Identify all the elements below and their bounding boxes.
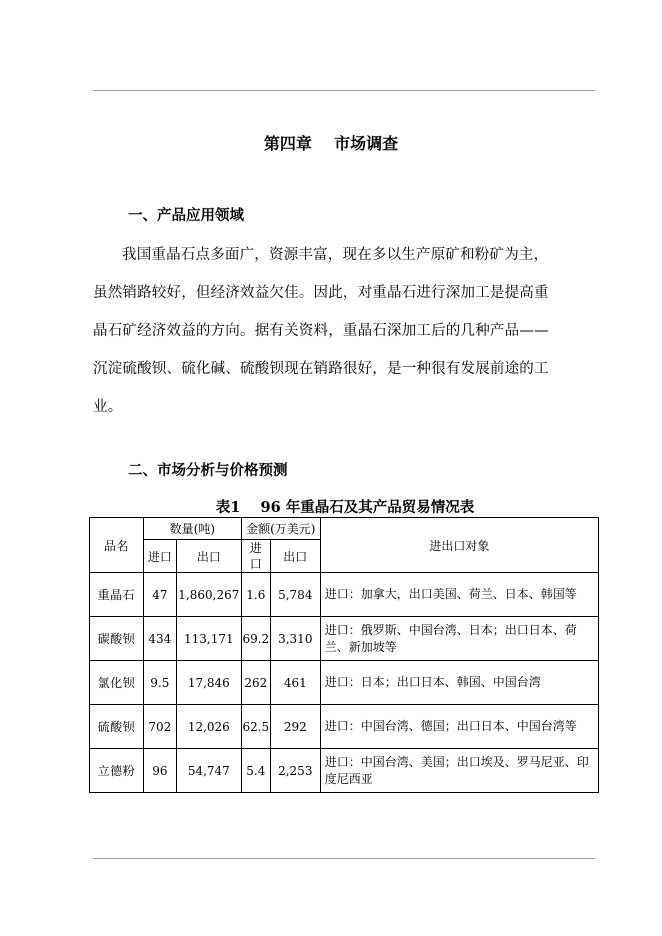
cell-partners: 进口：中国台湾、德国；出口日本、中国台湾等 bbox=[320, 705, 598, 749]
cell-amt-import: 262 bbox=[241, 661, 270, 705]
chapter-title: 第四章 市场调查 bbox=[263, 134, 399, 153]
cell-partners: 进口：日本；出口日本、韩国、中国台湾 bbox=[320, 661, 598, 705]
paragraph-line: 我国重晶石点多面广，资源丰富，现在多以生产原矿和粉矿为主， bbox=[122, 247, 549, 263]
cell-partners: 进口：俄罗斯、中国台湾、日本；出口日本、荷兰、新加坡等 bbox=[320, 617, 598, 661]
table-row bbox=[90, 705, 599, 749]
cell-name: 重晶石 bbox=[90, 573, 144, 617]
cell-amt-export: 3,310 bbox=[270, 617, 320, 661]
section-paragraph bbox=[93, 236, 583, 426]
header-qty-import: 进口 bbox=[143, 540, 176, 573]
cell-amt-import: 62.5 bbox=[241, 705, 270, 749]
cell-amt-import: 5.4 bbox=[241, 749, 270, 793]
header-amt-import: 进 口 bbox=[241, 540, 270, 573]
paragraph-line: 沉淀硫酸钡、硫化碱、硫酸钡现在销路很好，是一种很有发展前途的工 bbox=[93, 361, 549, 377]
cell-name: 立德粉 bbox=[90, 749, 144, 793]
cell-name: 硫酸钡 bbox=[90, 705, 144, 749]
table-row bbox=[90, 573, 599, 617]
trade-table bbox=[89, 517, 599, 793]
cell-qty-import: 702 bbox=[143, 705, 176, 749]
cell-partners: 进口：中国台湾、美国；出口埃及、罗马尼亚、印度尼西亚 bbox=[320, 749, 598, 793]
cell-amt-export: 5,784 bbox=[270, 573, 320, 617]
cell-name: 碳酸钡 bbox=[90, 617, 144, 661]
paragraph-line: 晶石矿经济效益的方向。据有关资料，重晶石深加工后的几种产品—— bbox=[93, 323, 549, 339]
header-amount: 金额(万美元) bbox=[241, 518, 320, 540]
paragraph-line: 虽然销路较好，但经济效益欠佳。因此，对重晶石进行深加工是提高重 bbox=[93, 285, 549, 301]
header-partners: 进出口对象 bbox=[320, 518, 598, 573]
cell-name: 氯化钡 bbox=[90, 661, 144, 705]
cell-qty-export: 12,026 bbox=[176, 705, 241, 749]
table-row bbox=[90, 617, 599, 661]
footer-rule bbox=[93, 858, 595, 859]
cell-qty-import: 9.5 bbox=[143, 661, 176, 705]
cell-qty-import: 47 bbox=[143, 573, 176, 617]
cell-qty-import: 434 bbox=[143, 617, 176, 661]
cell-qty-export: 1,860,267 bbox=[176, 573, 241, 617]
header-amt-export: 出口 bbox=[270, 540, 320, 573]
cell-partners: 进口：加拿大，出口美国、荷兰、日本、韩国等 bbox=[320, 573, 598, 617]
cell-amt-import: 1.6 bbox=[241, 573, 270, 617]
table-header-row bbox=[90, 518, 599, 540]
cell-amt-import: 69.2 bbox=[241, 617, 270, 661]
cell-amt-export: 292 bbox=[270, 705, 320, 749]
table-row bbox=[90, 661, 599, 705]
table-row bbox=[90, 749, 599, 793]
cell-amt-export: 461 bbox=[270, 661, 320, 705]
cell-qty-export: 54,747 bbox=[176, 749, 241, 793]
header-rule bbox=[93, 90, 595, 91]
header-qty-export: 出口 bbox=[176, 540, 241, 573]
cell-qty-export: 17,846 bbox=[176, 661, 241, 705]
header-name: 品名 bbox=[90, 518, 144, 573]
cell-qty-import: 96 bbox=[143, 749, 176, 793]
cell-qty-export: 113,171 bbox=[176, 617, 241, 661]
section-heading-market-analysis: 二、市场分析与价格预测 bbox=[128, 462, 288, 479]
header-quantity: 数量(吨) bbox=[143, 518, 241, 540]
section-heading-product-applications: 一、产品应用领域 bbox=[128, 207, 244, 224]
table-caption: 表1 96 年重晶石及其产品贸易情况表 bbox=[215, 499, 475, 516]
paragraph-line: 业。 bbox=[93, 399, 123, 415]
cell-amt-export: 2,253 bbox=[270, 749, 320, 793]
